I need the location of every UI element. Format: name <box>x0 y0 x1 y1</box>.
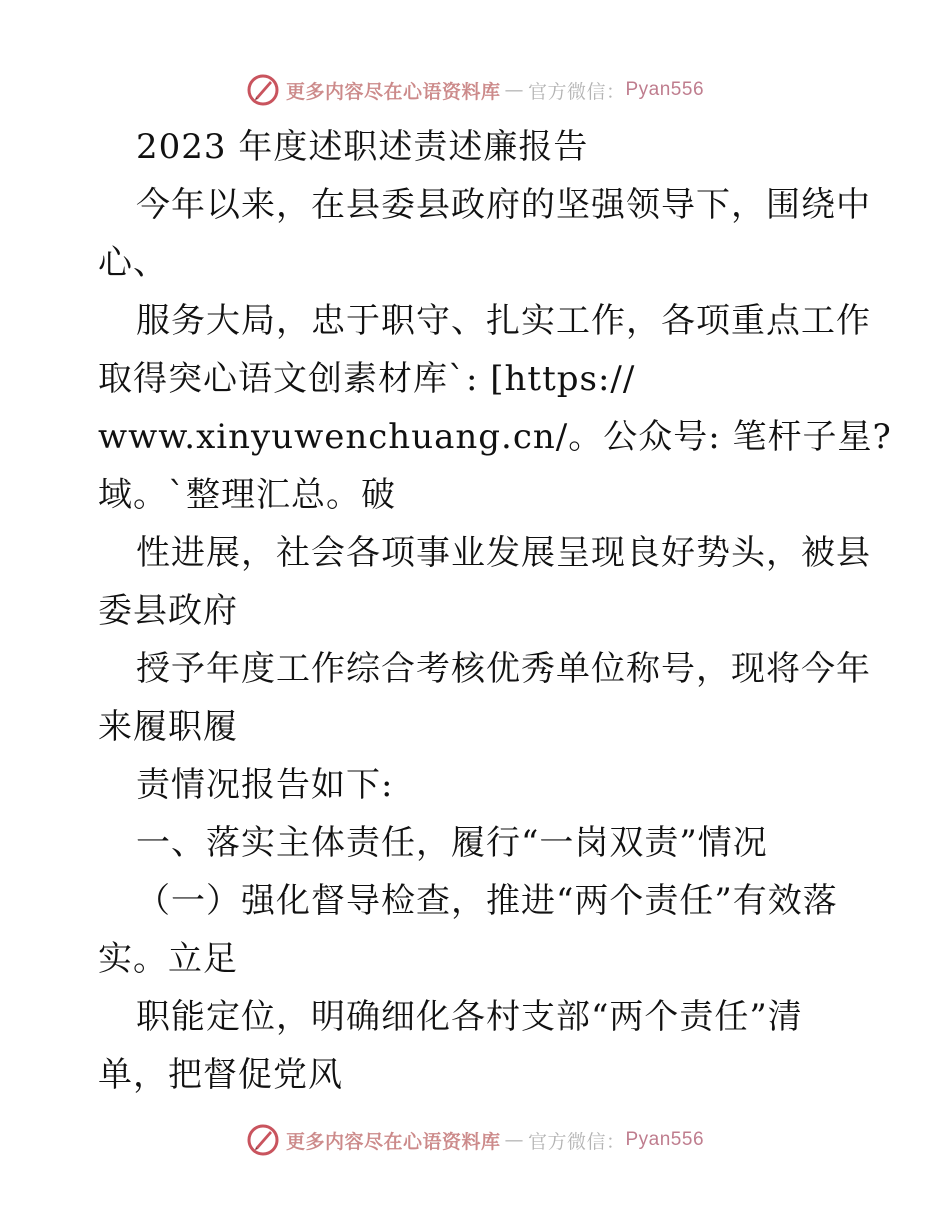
quill-logo-icon <box>246 73 280 107</box>
header-watermark-banner <box>0 68 950 112</box>
banner-text: 更多内容尽在心语资料库 <box>285 80 501 103</box>
banner-separator: — <box>504 79 524 101</box>
banner-text: 更多内容尽在心语资料库 <box>285 1130 501 1153</box>
text-line: 委县政府 <box>98 591 238 631</box>
text-line: 域。`整理汇总。破 <box>98 475 396 515</box>
text-line: 心、 <box>98 243 168 283</box>
banner-wechat-id: Pyan556 <box>625 1129 705 1150</box>
banner-wechat-id: Pyan556 <box>625 79 705 100</box>
text-line: 性进展，社会各项事业发展呈现良好势头，被县 <box>136 533 871 573</box>
banner-wechat-label: 官方微信： <box>527 1130 626 1153</box>
document-title: 2023 年度述职述责述廉报告 <box>136 127 589 167</box>
section-heading: 一、落实主体责任，履行“一岗双责”情况 <box>136 823 768 863</box>
subsection-heading: （一）强化督导检查，推进“两个责任”有效落 <box>136 881 838 921</box>
footer-watermark-banner <box>0 1118 950 1162</box>
text-line: 今年以来，在县委县政府的坚强领导下，围绕中 <box>136 185 871 225</box>
quill-logo-icon <box>246 1123 280 1157</box>
banner-separator: — <box>504 1129 524 1151</box>
text-line: 实。立足 <box>98 939 238 979</box>
document-body <box>98 118 892 1104</box>
text-line: 授予年度工作综合考核优秀单位称号，现将今年 <box>136 649 871 689</box>
text-line: www.xinyuwenchuang.cn/。公众号: 笔杆子星? <box>98 417 892 457</box>
text-line: 取得突心语文创素材库`: [https:// <box>98 359 636 399</box>
text-line: 单，把督促党风 <box>98 1055 343 1095</box>
text-line: 责情况报告如下: <box>136 765 394 805</box>
text-line: 服务大局，忠于职守、扎实工作，各项重点工作 <box>136 301 871 341</box>
text-line: 职能定位，明确细化各村支部“两个责任”清 <box>136 997 803 1037</box>
text-line: 来履职履 <box>98 707 238 747</box>
banner-wechat-label: 官方微信： <box>527 80 626 103</box>
